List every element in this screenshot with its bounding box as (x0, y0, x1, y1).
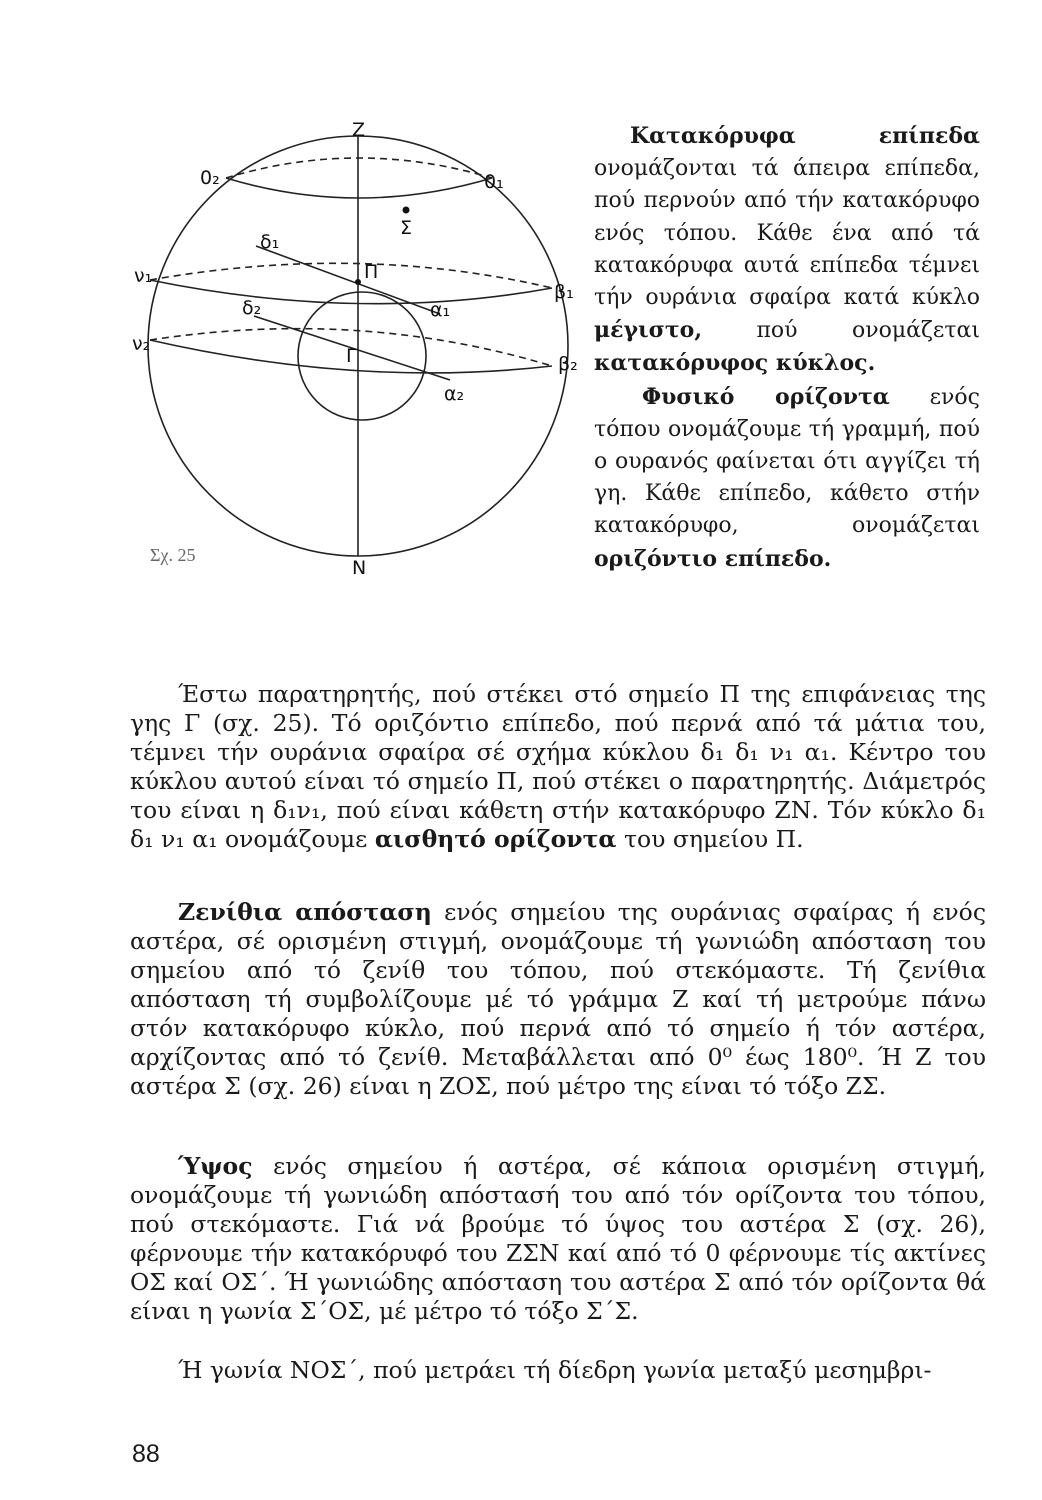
label-v1: ν₁ (134, 265, 153, 287)
label-o2: 0₂ (200, 167, 220, 189)
label-pi: Π (364, 261, 379, 283)
label-d1: δ₁ (260, 231, 280, 253)
small-circle-o1o2-front (226, 178, 492, 198)
term-altitude: Ύψος (178, 1152, 253, 1180)
small-circle-o1o2-back (226, 158, 492, 178)
label-sigma: Σ (400, 217, 413, 239)
label-n: N (352, 557, 367, 579)
label-b1: β₁ (554, 281, 574, 303)
label-gamma: Γ (346, 345, 357, 367)
horizon-circle-back (150, 263, 552, 288)
sidebar-definitions: Κατακόρυφα επίπεδα ονομάζονται τά άπειρα επίπεδα, πού περνούν από τήν κατακόρυφο ενός τόπου. Κάθε ένα από τά κατακόρυφα αυτά επίπεδα τέμνει τήν ουράνια σφαίρα κατά κύκλο μέγιστο, πού ονομάζεται κατακόρυφος κύκλος. Φυσικό ορίζοντα ενός τόπου ονομάζουμε τή γραμμή, πού ο ουρανός φαίνεται ότι αγγίζει τή γη. Κάθε επίπεδο, κάθετο στήν κατακόρυφο, ονομάζεται οριζόντιο επίπεδο. (594, 123, 980, 572)
paragraph-zenith-distance: Ζενίθια απόσταση ενός σημείου της ουράνιας σφαίρας ή ενός αστέρα, σέ ορισμένη στιγμή, ονομάζουμε τή γωνιώδη απόσταση του σημείου από τό ζενίθ του τόπου, πού στεκόμαστε. Τή ζενίθια απόσταση τή συμβολίζουμε μέ τό γράμμα Ζ καί τή μετρούμε πάνω στόν κατακόρυφο κύκλο, πού περνά από τό σημείο ή τόν αστέρα, αρχίζοντας από τό ζενίθ. Μεταβάλλεται από 0⁰ έως 180⁰. Ή Ζ του αστέρα Σ (σχ. 26) είναι η ΖΟΣ, πού μέτρο της είναι τό τόξο ΖΣ. (130, 898, 986, 1100)
label-o1: 0₁ (484, 171, 504, 193)
label-d2: δ₂ (242, 297, 262, 319)
label-b2: β₂ (558, 353, 578, 375)
term-vertical-planes: Κατακόρυφα επίπεδα (630, 123, 980, 149)
paragraph-angle-nos: Ή γωνία ΝΟΣ΄, πού μετράει τή δίεδρη γωνία μεταξύ μεσημβρι- (178, 1356, 932, 1384)
star-sigma-dot (403, 207, 410, 214)
term-zenith-distance: Ζενίθια απόσταση (178, 898, 432, 926)
page-number: 88 (132, 1440, 160, 1468)
label-a2: α₂ (444, 383, 465, 405)
label-z: Z (352, 119, 366, 141)
term-natural-horizon: Φυσικό ορίζοντα (642, 383, 890, 410)
paragraph-observer: Έστω παρατηρητής, πού στέκει στό σημείο Π της επιφάνειας της γης Γ (σχ. 25). Τό οριζόντιο επίπεδο, πού περνά από τά μάτια του, τέμνει τήν ουράνια σφαίρα σέ σχήμα κύκλου δ₁ δ₁ ν₁ α₁. Κέντρο του κύκλου αυτού είναι τό σημείο Π, πού στέκει ο παρατηρητής. Διάμετρός του είναι η δ₁ν₁, πού είναι κάθετη στήν κατακόρυφο ΖΝ. Τόν κύκλο δ₁ δ₁ ν₁ α₁ ονομάζουμε αισθητό ορίζοντα του σημείου Π. (130, 680, 986, 853)
paragraph-altitude: Ύψος ενός σημείου ή αστέρα, σέ κάποια ορισμένη στιγμή, ονομάζουμε τή γωνιώδη απόστασή του από τόν ορίζοντα του τόπου, πού στεκόμαστε. Γιά νά βρούμε τό ύψος του αστέρα Σ (σχ. 26), φέρνουμε τήν κατακόρυφό του ΖΣΝ καί από τό 0 φέρνουμε τίς ακτίνες ΟΣ καί ΟΣ΄. Ή γωνιώδης απόσταση του αστέρα Σ από τόν ορίζοντα θά είναι η γωνία Σ΄ΟΣ, μέ μέτρο τό τόξο Σ΄Σ. (130, 1152, 986, 1325)
label-a1: α₁ (430, 299, 451, 321)
celestial-sphere-figure (130, 118, 580, 588)
figure-caption: Σχ. 25 (150, 545, 196, 565)
observer-point (355, 279, 361, 285)
earth-circle (298, 292, 426, 420)
horizon-circle-front (150, 280, 552, 304)
label-v2: ν₂ (132, 333, 151, 355)
